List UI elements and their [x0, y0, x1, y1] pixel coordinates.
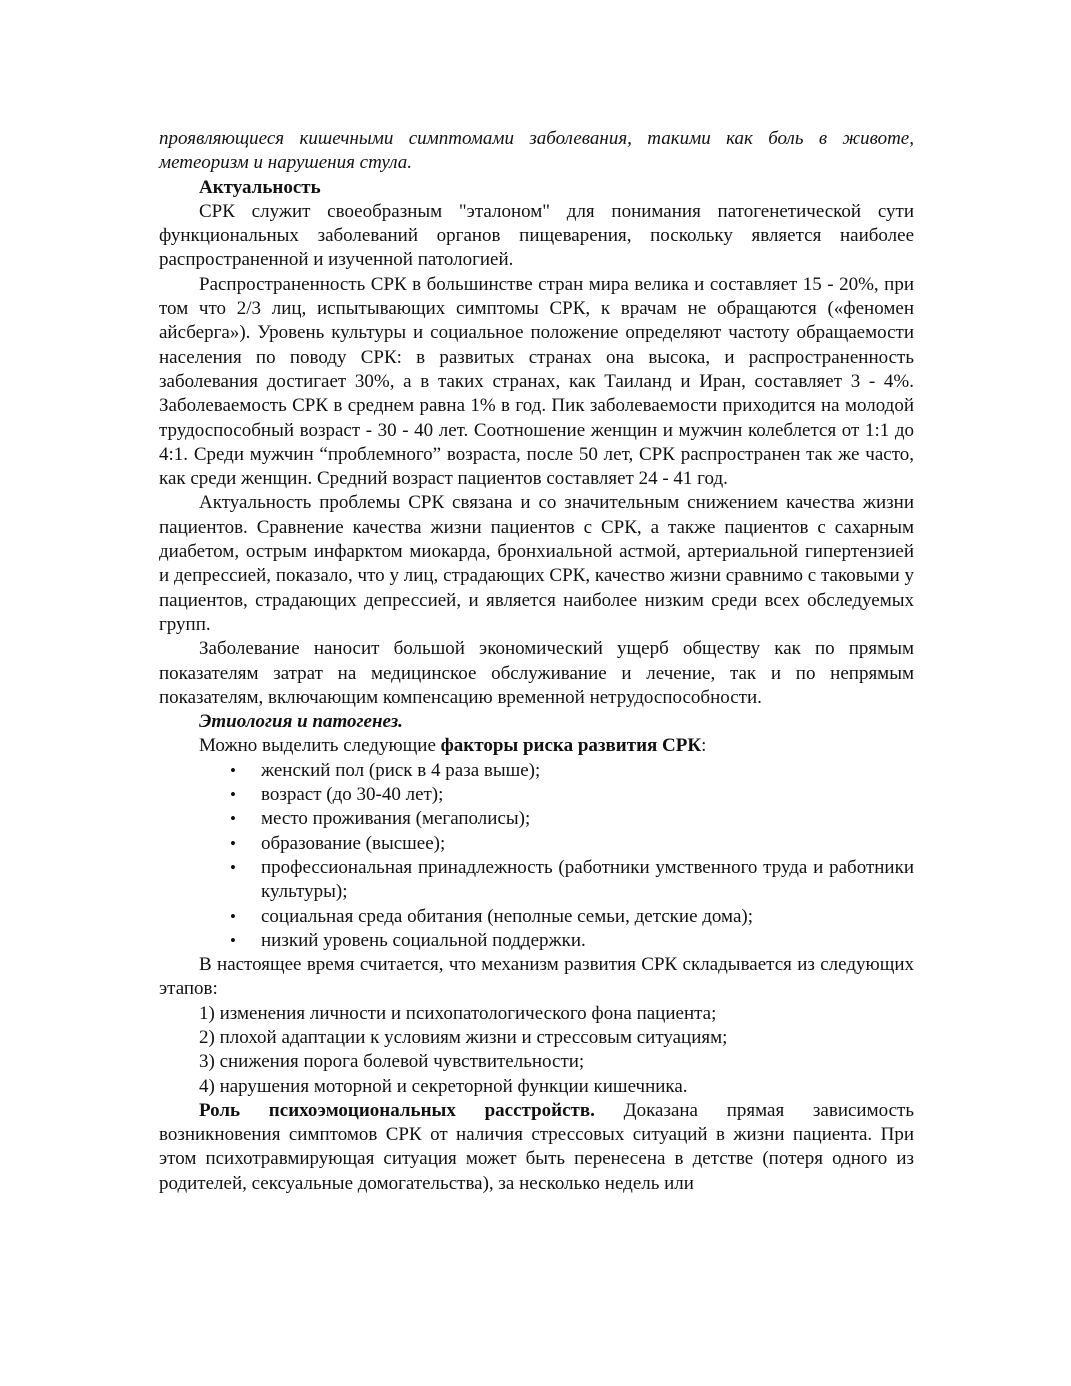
list-item-text: социальная среда обитания (неполные семьи, детские дома); — [261, 905, 753, 927]
risk-lead-prefix: Можно выделить следующие — [199, 735, 441, 757]
risk-lead-bold: факторы риска развития СРК — [440, 735, 702, 757]
list-item-text: место проживания (мегаполисы); — [261, 808, 531, 830]
risk-factors-lead — [159, 734, 914, 758]
list-item — [230, 905, 914, 929]
risk-factor-list — [159, 759, 914, 953]
list-item-text: возраст (до 30-40 лет); — [261, 784, 444, 806]
psych-heading: Роль психоэмоциональных расстройств. — [199, 1099, 595, 1121]
bullet-icon: • — [230, 760, 236, 780]
list-item-text: женский пол (риск в 4 раза выше); — [261, 759, 541, 781]
heading-relevance: Актуальность — [199, 176, 321, 198]
relevance-paragraph-4: Заболевание наносит большой экономический ущерб обществу как по прямым показателям затрат на медицинское обслуживание и лечение, так и по непрямым показателям, включающим компенсацию временной нетрудоспособности. — [159, 638, 914, 708]
list-item — [230, 759, 914, 783]
mechanism-step: 3) снижения порога болевой чувствительности; — [199, 1051, 585, 1073]
list-item-text: образование (высшее); — [261, 832, 446, 854]
mechanism-step: 4) нарушения моторной и секреторной функции кишечника. — [199, 1075, 688, 1097]
list-item — [230, 929, 914, 953]
bullet-icon: • — [230, 857, 236, 877]
list-item — [230, 783, 914, 807]
list-item — [230, 807, 914, 831]
mechanism-step: 2) плохой адаптации к условиям жизни и стрессовым ситуациям; — [199, 1026, 728, 1048]
list-item — [230, 856, 914, 905]
bullet-icon: • — [230, 930, 236, 950]
intro-continuation: проявляющиеся кишечными симптомами заболевания, такими как боль в животе, метеоризм и нарушения стула. — [159, 128, 914, 174]
bullet-icon: • — [230, 809, 236, 829]
document-page — [159, 127, 914, 1196]
risk-lead-suffix: : — [701, 735, 707, 757]
mechanism-steps — [159, 1002, 914, 1099]
bullet-icon: • — [230, 833, 236, 853]
relevance-paragraph-3: Актуальность проблемы СРК связана и со значительным снижением качества жизни пациентов. Сравнение качества жизни пациентов с СРК, а также пациентов с сахарным диабетом, острым инфарктом миокарда, бронхиальной астмой, артериальной гипертензией и депрессией, показало, что у лиц, страдающих СРК, качество жизни сравнимо с таковыми у пациентов, страдающих депрессией, и является наиболее низким среди всех обследуемых групп. — [159, 492, 914, 635]
psych-text: Доказана прямая зависимость возникновения симптомов СРК от наличия стрессовых ситуаций в жизни пациента. При этом психотравмирующая ситуация может быть перенесена в детстве (потеря одного из родителей, сексуальные домогательства), за несколько недель или — [159, 1099, 914, 1194]
list-item — [230, 832, 914, 856]
list-item-text: профессиональная принадлежность (работники умственного труда и работники культуры); — [261, 856, 914, 903]
mechanism-intro: В настоящее время считается, что механизм развития СРК складывается из следующих этапов: — [159, 954, 914, 1000]
relevance-paragraph-2: Распространенность СРК в большинстве стран мира велика и составляет 15 - 20%, при том что 2/3 лиц, испытывающих симптомы СРК, к врачам не обращаются («феномен айсберга»). Уровень культуры и социальное положение определяют частоту обращаемости населения по поводу СРК: в развитых странах она высока, и распространенность заболевания достигает 30%, а в таких странах, как Таиланд и Иран, составляет 3 - 4%. Заболеваемость СРК в среднем равна 1% в год. Пик заболеваемости приходится на молодой трудоспособный возраст - 30 - 40 лет. Соотношение женщин и мужчин колеблется от 1:1 до 4:1. Среди мужчин “проблемного” возраста, после 50 лет, СРК распространен так же часто, как среди женщин. Средний возраст пациентов составляет 24 - 41 год. — [159, 273, 914, 490]
bullet-icon: • — [230, 906, 236, 926]
mechanism-step: 1) изменения личности и психопатологического фона пациента; — [199, 1002, 717, 1024]
bullet-icon: • — [230, 785, 236, 805]
list-item-text: низкий уровень социальной поддержки. — [261, 929, 586, 951]
psych-paragraph — [159, 1099, 914, 1196]
relevance-paragraph-1: СРК служит своеобразным "эталоном" для понимания патогенетической сути функциональных заболеваний органов пищеварения, поскольку является наиболее распространенной и изученной патологией. — [159, 200, 914, 271]
heading-etiology: Этиология и патогенез. — [199, 711, 403, 733]
